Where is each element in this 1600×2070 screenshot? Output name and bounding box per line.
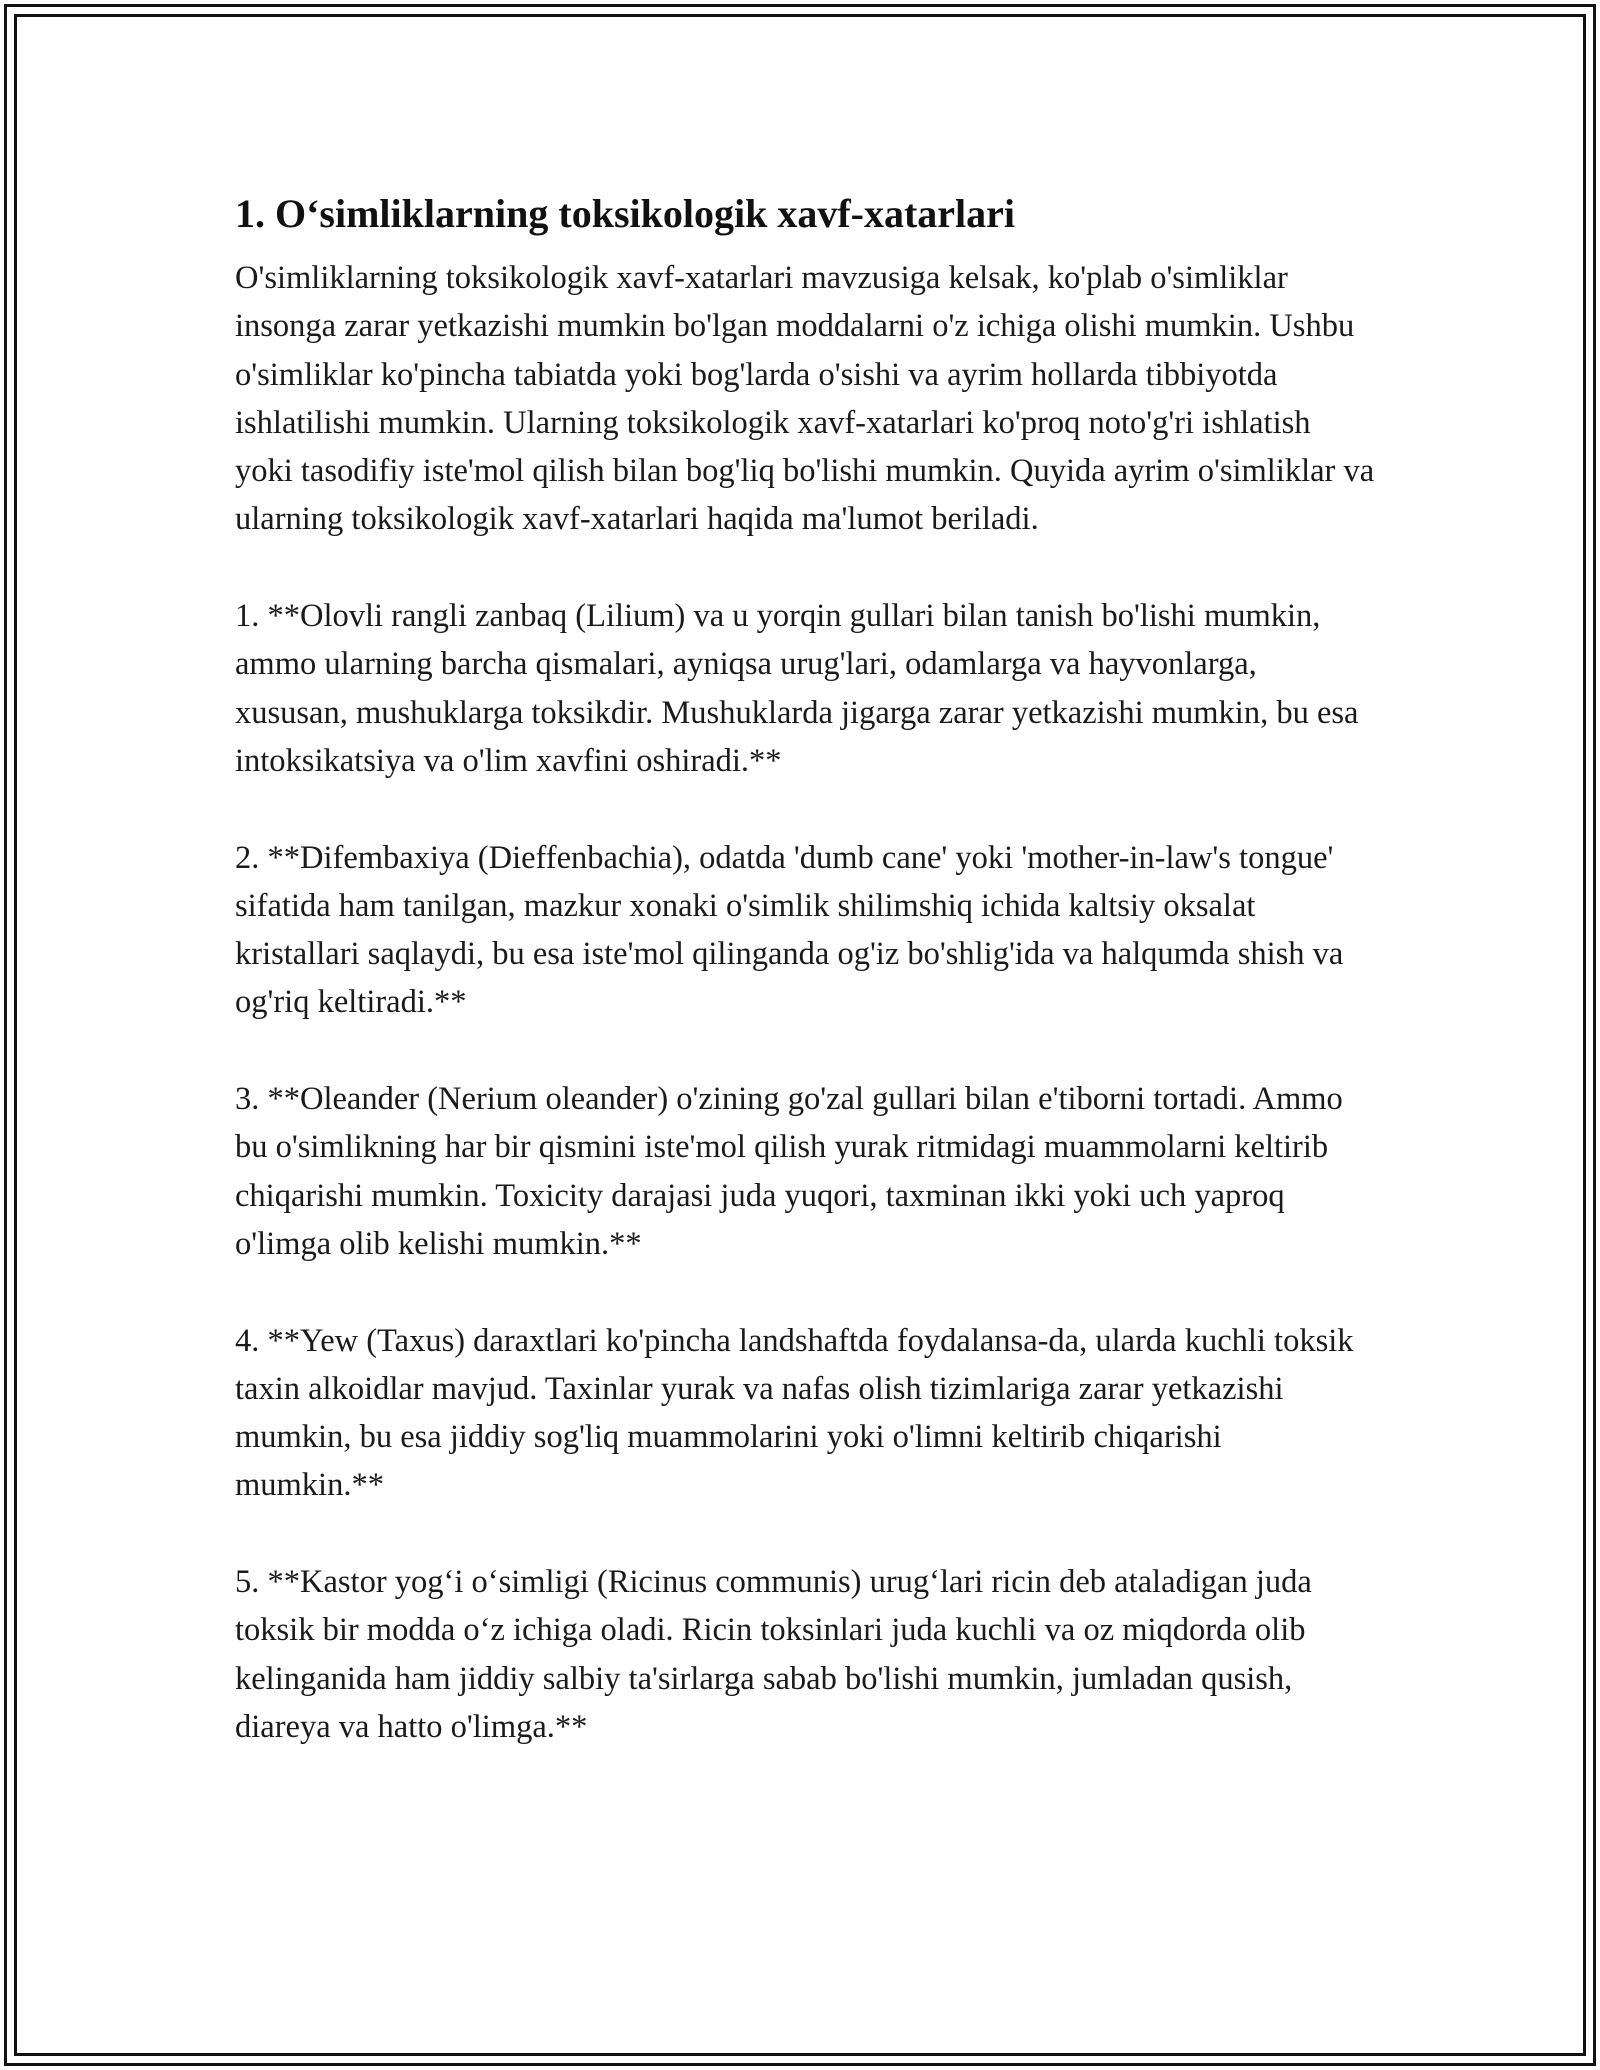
list-item-oleander: 3. **Oleander (Nerium oleander) o'zining go'zal gullari bilan e'tiborni tortadi. Ammo bu o'simlikning har bir qismini iste'mol qilish yurak ritmidagi muammolarni keltirib chiqarishi mumkin. Toxicity darajasi juda yuqori, taxminan ikki yoki uch yaproq o'limga olib kelishi mumkin.** bbox=[235, 1081, 1343, 1262]
section-heading: 1. O‘simliklarning toksikologik xavf-xatarlari bbox=[235, 191, 1016, 236]
list-item-castor: 5. **Kastor yog‘i o‘simligi (Ricinus communis) urug‘lari ricin deb ataladigan juda toksik bir modda o‘z ichiga oladi. Ricin toksinlari juda kuchli va oz miqdorda olib kelinganida ham jiddiy salbiy ta'sirlarga sabab bo'lishi mumkin, jumladan qusish, diareya va hatto o'limga.** bbox=[235, 1564, 1312, 1745]
list-item-yew: 4. **Yew (Taxus) daraxtlari ko'pincha landshaftda foydalansa-da, ularda kuchli toksik taxin alkoidlar mavjud. Taxinlar yurak va nafas olish tizimlariga zarar yetkazishi mumkin, bu esa jiddiy sog'liq muammolarini yoki o'limni keltirib chiqarishi mumkin.** bbox=[235, 1322, 1354, 1504]
document-body bbox=[235, 186, 1375, 1800]
list-item-dieffenbachia: 2. **Difembaxiya (Dieffenbachia), odatda 'dumb cane' yoki 'mother-in-law's tongue' sifatida ham tanilgan, mazkur xonaki o'simlik shilimshiq ichida kaltsiy oksalat kristallari saqlaydi, bu esa iste'mol qilinganda og'iz bo'shlig'ida va halqumda shish va og'riq keltiradi.** bbox=[235, 839, 1344, 1021]
list-item-lilium: 1. **Olovli rangli zanbaq (Lilium) va u yorqin gullari bilan tanish bo'lishi mumkin, ammo ularning barcha qismalari, ayniqsa urug'lari, odamlarga va hayvonlarga, xususan, mushuklarga toksikdir. Mushuklarda jigarga zarar yetkazishi mumkin, bu esa intoksikatsiya va o'lim xavfini oshiradi.** bbox=[235, 598, 1359, 779]
intro-paragraph: O'simliklarning toksikologik xavf-xatarlari mavzusiga kelsak, ko'plab o'simliklar insonga zarar yetkazishi mumkin bo'lgan moddalarni o'z ichiga olishi mumkin. Ushbu o'simliklar ko'pincha tabiatda yoki bog'larda o'sishi va ayrim hollarda tibbiyotda ishlatilishi mumkin. Ularning toksikologik xavf-xatarlari ko'proq noto'g'ri ishlatish yoki tasodifiy iste'mol qilish bilan bog'liq bo'lishi mumkin. Quyida ayrim o'simliklar va ularning toksikologik xavf-xatarlari haqida ma'lumot beriladi. bbox=[235, 260, 1375, 538]
